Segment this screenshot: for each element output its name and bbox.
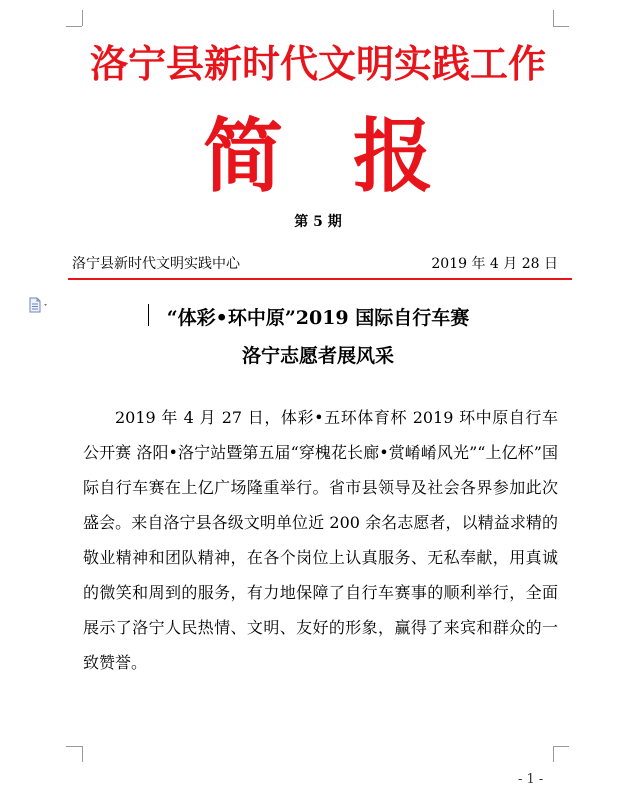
article-body[interactable]: 2019 年 4 月 27 日，体彩•五环体育杯 2019 环中原自行车公开赛 洛阳•洛宁站暨第五届“穿槐花长廊•赏崤崤风光”“上亿杯”国际自行车赛在上亿广场隆重举行。省市县领导及社会各界参加此次盛会。来自洛宁县各级文明单位近 200 余名志愿者，以精益求精的敬业精神和团队精神，在各个岗位上认真服务、无私奉献，用真诚的微笑和周到的服务，有力地保障了自行车赛事的顺利举行，全面展示了洛宁人民热情、文明、友好的形象，赢得了来宾和群众的一致赞誉。 bbox=[83, 408, 558, 672]
page-corner-mark-top-right bbox=[553, 10, 569, 26]
bulletin-title: 简报 bbox=[203, 109, 503, 203]
issue-number: 第 5 期 bbox=[294, 214, 342, 230]
page-corner-mark-bottom-right bbox=[553, 746, 569, 762]
issuing-organization: 洛宁县新时代文明实践中心 bbox=[72, 256, 240, 272]
page-number: - 1 - bbox=[518, 772, 544, 787]
page-corner-mark-top-left bbox=[66, 10, 82, 26]
page-corner-mark-bottom-left bbox=[66, 746, 82, 762]
masthead-title: 洛宁县新时代文明实践工作 bbox=[89, 41, 546, 86]
issue-date: 2019 年 4 月 28 日 bbox=[431, 256, 558, 272]
article-title-line-1: “体彩•环中原”2019 国际自行车赛 bbox=[166, 307, 470, 329]
article-title-line-2: 洛宁志愿者展风采 bbox=[241, 345, 394, 367]
red-divider-line bbox=[68, 278, 572, 280]
